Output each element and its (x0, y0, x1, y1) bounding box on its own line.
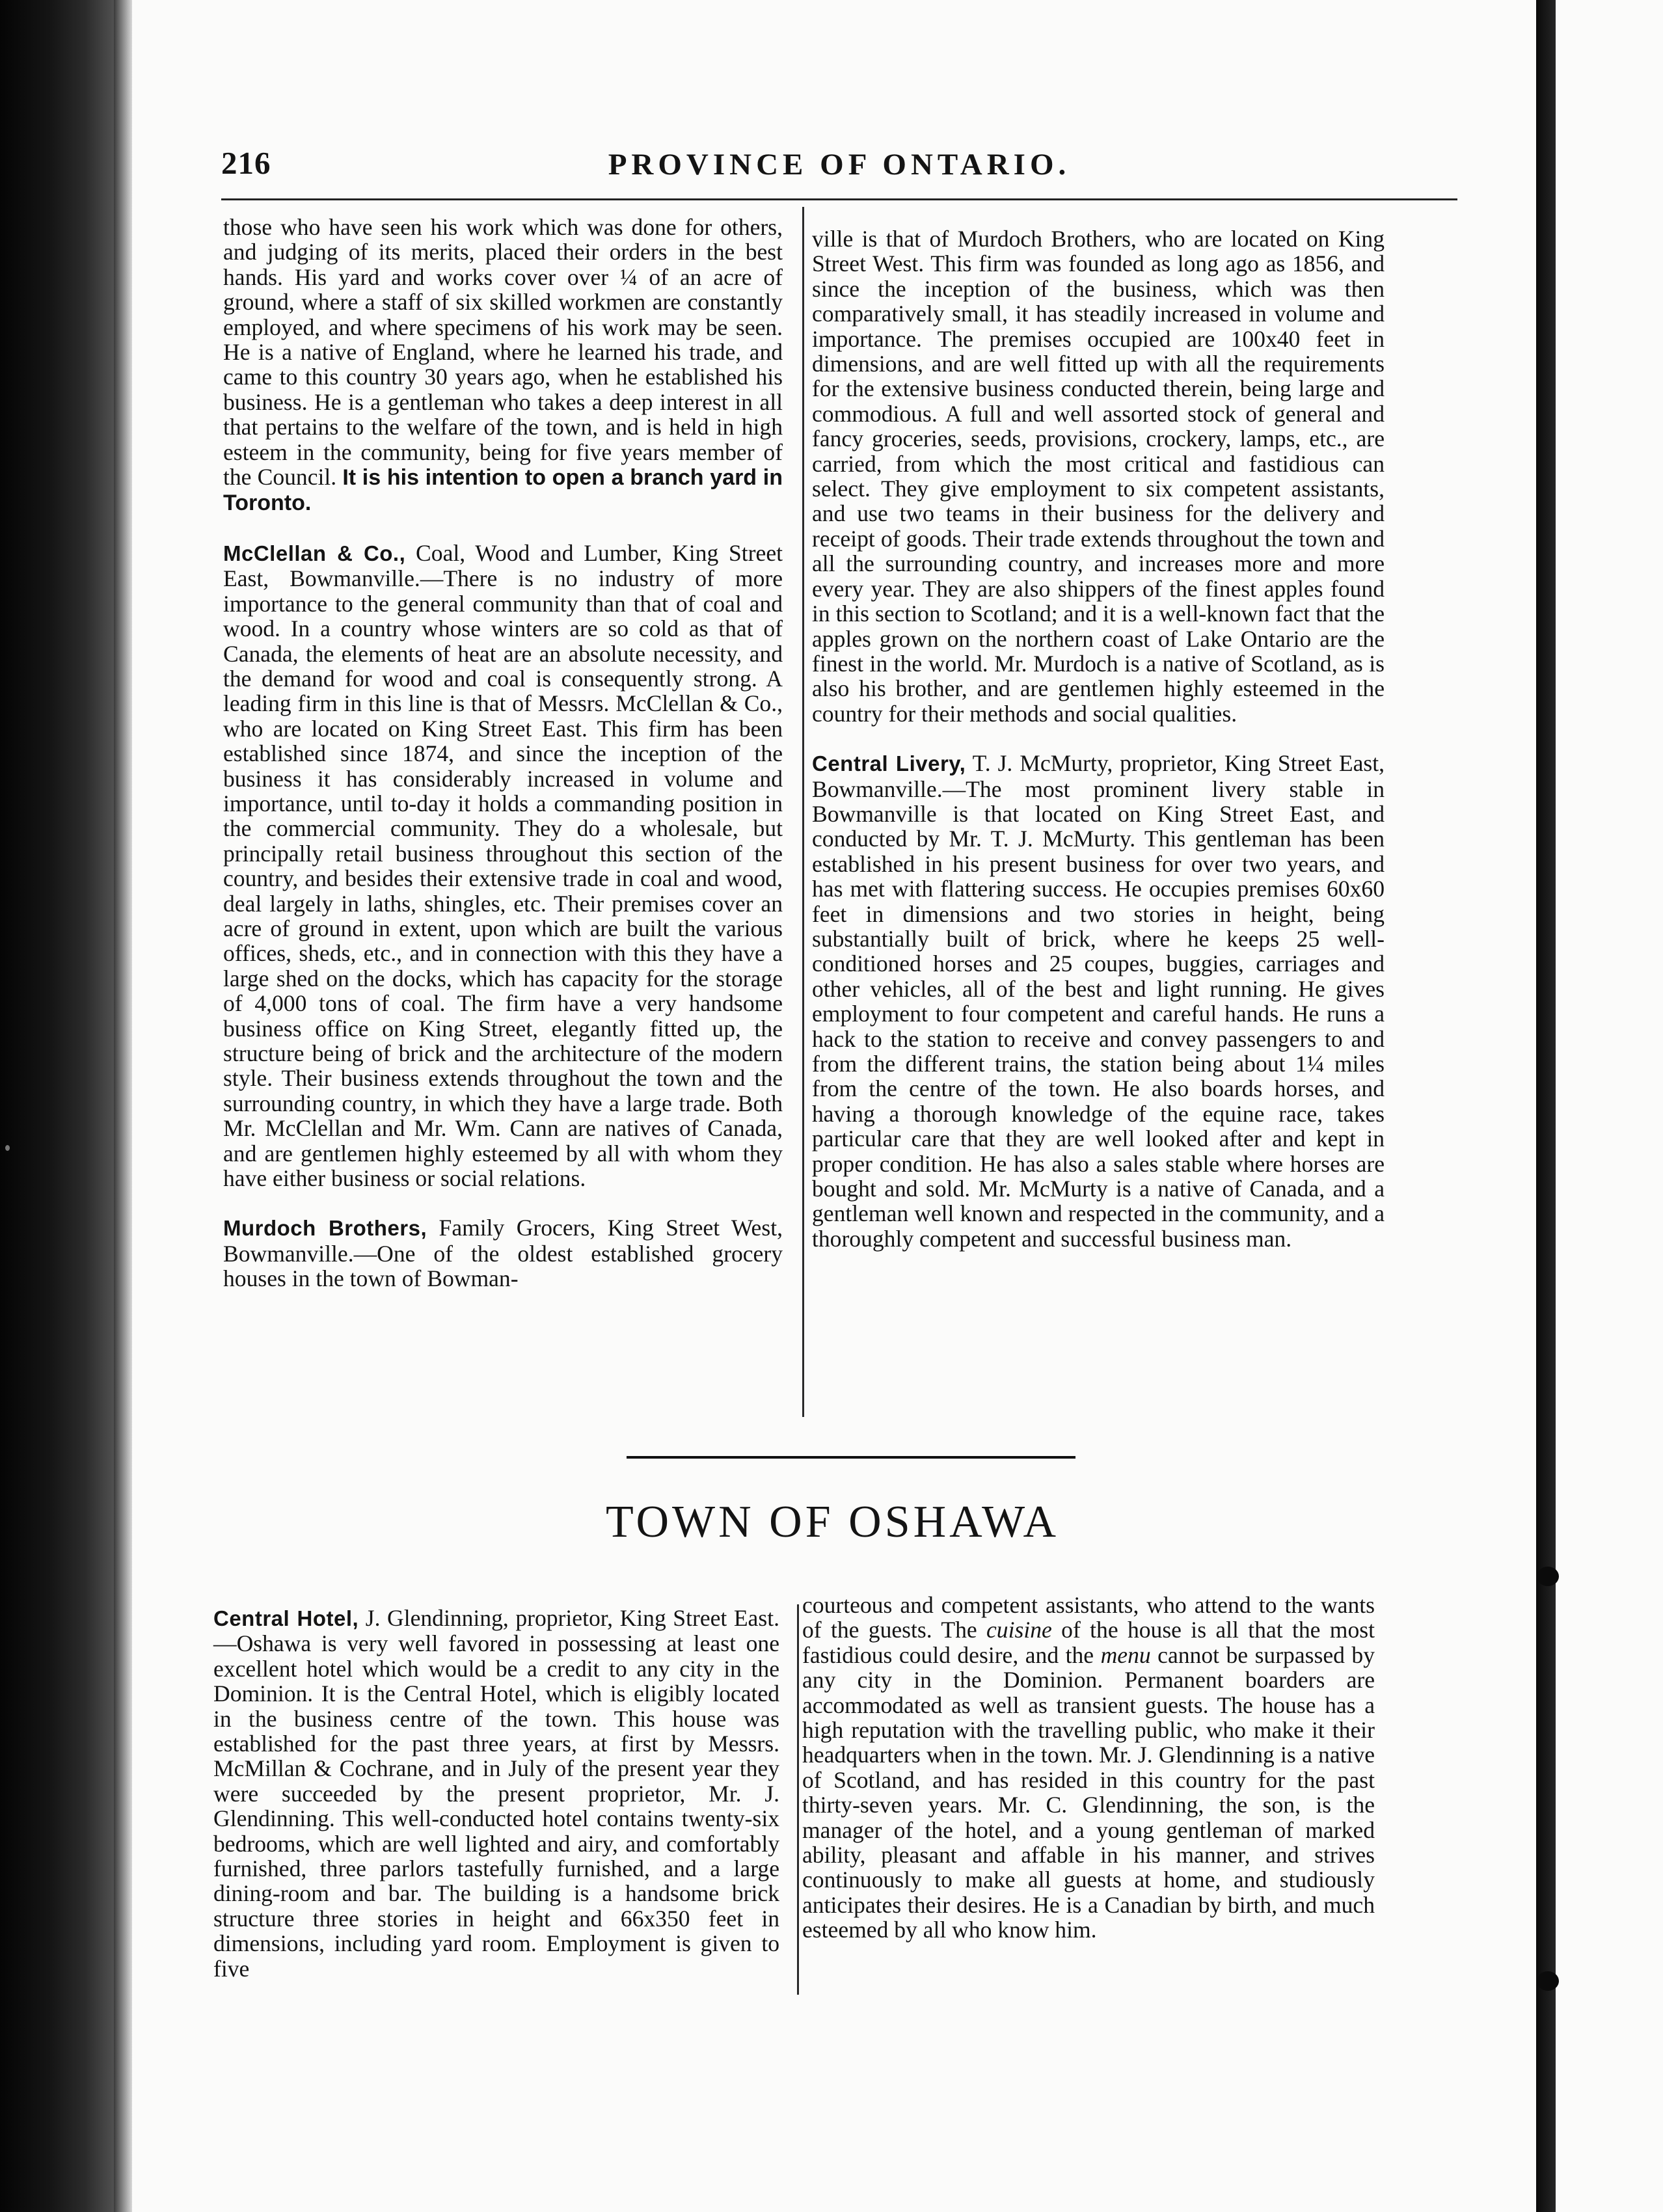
entry-text: Coal, Wood and Lumber, King Street East, Bowmanville.—There is no industry of more importance to the general community than that of coal and wood. In a country whose winters are so cold as that of Canada, the elements of heat are an absolute necessity, and the demand for wood and coal is consequently strong. A leading firm in this line is that of Messrs. McClellan & Co., who are located on King Street East. This firm has been established since 1874, and since the inception of the business it has considerably increased in volume and importance, until to-day it holds a commanding position in the commercial community. They do a wholesale, but principally retail business throughout this section of the country, and besides their extensive trade in coal and wood, deal largely in laths, shingles, etc. Their premises cover an acre of ground in extent, upon which are built the various offices, sheds, etc., and in connection with this they have a large shed on the docks, which has capacity for the storage of 4,000 tons of coal. The firm have a very handsome business office on King Street, elegantly fitted up, the structure being of brick and the architecture of the modern style. Their business extends throughout the town and the surrounding country, in which they have a large trade. Both Mr. McClellan and Mr. Wm. Cann are natives of Canada, and are gentlemen highly esteemed by all with whom they have either business or social relations. (223, 539, 783, 1192)
adjacent-page-dark-edge (1536, 0, 1556, 2212)
italic-word: menu (1100, 1641, 1151, 1668)
entry-murdoch (223, 1215, 783, 1291)
paragraph-continued (223, 215, 783, 516)
entry-mcclellan (223, 541, 783, 1191)
entry-text: cannot be surpassed by any city in the Dominion. Permanent boarders are accommodated as well as transient guests. The house has a high reputation with the travelling public, who make it their headquarters when in the town. Mr. J. Glendinning is a native of Scotland, and has resided in this country for the past thirty-seven years. Mr. C. Glendinning, the son, is the manager of the hotel, and a young gentleman of marked ability, pleasant and affable in his manner, and strives continuously to make all guests at home, and studiously anticipates their desires. He is a Canadian by birth, and much esteemed by all who know him. (802, 1641, 1375, 1943)
column-divider-lower (797, 1604, 799, 1995)
entry-text: J. Glendinning, proprietor, King Street East.—Oshawa is very well favored in possessing at least one excellent hotel which would be a credit to any city in the Dominion. It is the Central Hotel, which is eligibly located in the business centre of the town. This house was established for the past three years, at first by Messrs. McMillan & Cochrane, and in July of the present year they were succeeded by the present proprietor, Mr. J. Glendinning. This well-conducted hotel contains twenty-six bedrooms, which are well lighted and airy, and comfortably furnished, three parlors tastefully furnished, and a large dining-room and bar. The building is a handsome brick structure three stories in height and 66x350 feet in dimensions, including yard room. Employment is given to five (213, 1605, 779, 1982)
running-title: PROVINCE OF ONTARIO. (608, 148, 1071, 182)
book-gutter (114, 0, 132, 2212)
entry-heading: McClellan & Co., (223, 541, 406, 565)
page-header (221, 144, 1457, 191)
entry-text: Family Grocers, King Street West, Bowmanville.—One of the oldest established grocery houses in the town of Bowman- (223, 1215, 783, 1292)
left-column (223, 215, 783, 1291)
section-title: TOWN OF OSHAWA (606, 1497, 1059, 1547)
entry-text: ville is that of Murdoch Brothers, who are located on King Street West. This firm was founded as long ago as 1856, and since the inception of the business, which was then comparatively small, it has steadily increased in volume and importance. The premises occupied are 100x40 feet in dimensions, and are well fitted up with all the requirements for the extensive business conducted therein, being large and commodious. A full and well assorted stock of general and fancy groceries, seeds, provisions, crockery, lamps, etc., are carried, from which the most critical and fastidious can select. They give employment to six competent assistants, and use two teams in their business for the delivery and receipt of goods. Their trade extends throughout the town and all the surrounding country, and increases more and more every year. They are also shippers of the finest apples found in this section to Scotland; and it is a well-known fact that the apples grown on the northern coast of Lake Ontario are the finest in the world. Mr. Murdoch is a native of Scotland, as is also his brother, and are gentlemen highly esteemed in the country for their methods and social qualities. (812, 226, 1385, 727)
entry-text: T. J. McMurty, proprietor, King Street East, Bowmanville.—The most prominent livery stable in Bowmanville is that located on King Street East, and conducted by Mr. T. J. McMurty. This gentleman has been established in his present business for over two years, and has met with flattering success. He occupies premises 60x60 feet in dimensions and two stories in height, being substantially built of brick, where he keeps 25 well-conditioned horses and 25 coupes, buggies, carriages and other vehicles, all of the best and light running. He gives employment to four competent and careful hands. He runs a hack to the station to receive and convey passengers to and from the different trains, the station being about 1¼ miles from the centre of the town. He also boards horses, and having a thorough knowledge of the equine race, takes particular care that they are well looked after and kept in proper condition. He has also a sales stable where horses are bought and sold. Mr. McMurty is a native of Canada, and a gentleman well known and respected in the community, and a thoroughly competent and successful business man. (812, 750, 1385, 1252)
bold-sentence: It is his intention to open a branch yard in Toronto. (223, 465, 783, 516)
entry-murdoch-continued (812, 226, 1385, 726)
lower-left-column (213, 1606, 779, 1981)
document-page (132, 0, 1533, 2212)
entry-central-hotel-continued (802, 1593, 1375, 1943)
page-number: 216 (221, 145, 271, 181)
entry-heading: Murdoch Brothers, (223, 1216, 427, 1241)
header-rule (221, 198, 1457, 200)
entry-text: of the house is all that the most fastidious could desire, and the (802, 1617, 1375, 1668)
column-divider (802, 207, 804, 1417)
scan-mark (1537, 1567, 1559, 1586)
entry-heading: Central Hotel, (213, 1606, 359, 1630)
scan-mark (1537, 1971, 1559, 1991)
scan-speck (5, 1145, 10, 1151)
lower-right-column (802, 1593, 1375, 1943)
entry-central-hotel (213, 1606, 779, 1981)
right-column (812, 226, 1385, 1251)
scan-dark-margin (0, 0, 114, 2212)
entry-text: courteous and competent assistants, who attend to the wants of the guests. The (802, 1592, 1375, 1643)
section-separator-rule (627, 1456, 1075, 1459)
entry-central-livery (812, 751, 1385, 1251)
italic-word: cuisine (986, 1617, 1052, 1643)
paragraph-text: those who have seen his work which was done for others, and judging of its merits, placed their orders in the best hands. His yard and works cover over ¼ of an acre of ground, where a staff of six skilled workmen are constantly employed, and where specimens of his work may be seen. He is a native of England, where he learned his trade, and came to this country 30 years ago, when he established his business. He is a gentleman who takes a deep interest in all that pertains to the welfare of the town, and is held in high esteem in the community, being for five years member of the Council. (223, 214, 783, 491)
entry-heading: Central Livery, (812, 751, 966, 776)
